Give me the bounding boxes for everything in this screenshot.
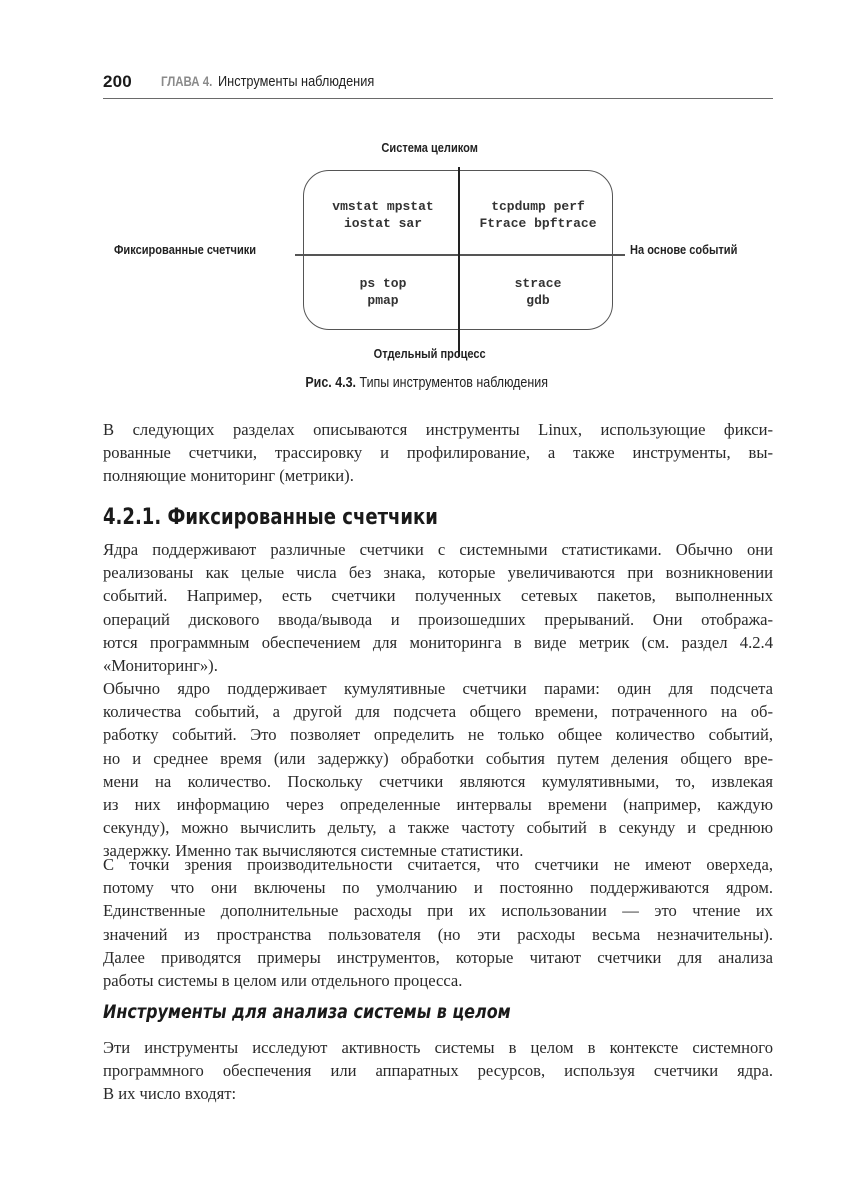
axis-label-left: Фиксированные счетчики bbox=[114, 242, 257, 257]
text-line: С точки зрения производительности считается, что счетчики не имеют оверхеда, bbox=[103, 855, 773, 874]
tool-list-line: strace bbox=[514, 276, 562, 291]
tool-list-line: pmap bbox=[367, 293, 399, 308]
quadrant-top-right bbox=[463, 198, 613, 232]
figure-caption bbox=[62, 375, 792, 391]
section-heading: 4.2.1. Фиксированные счетчики bbox=[103, 505, 438, 530]
intro-paragraph bbox=[103, 418, 773, 488]
text-line: рованные счетчики, трассировку и профилирование, а также инструменты, вы- bbox=[103, 443, 773, 463]
text-line: реализованы как целые числа без знака, которые увеличиваются при возникновении bbox=[103, 563, 773, 583]
section-paragraph-3 bbox=[103, 853, 773, 992]
text-line: Ядра поддерживают различные счетчики с системными статистиками. Обычно они bbox=[103, 540, 773, 559]
tool-list-line: gdb bbox=[526, 293, 550, 308]
text-line: Единственные дополнительные расходы при их использовании — это чтение их bbox=[103, 901, 773, 921]
text-line: но и среднее время (или задержку) обработки события путем деления общего вре- bbox=[103, 748, 773, 768]
axis-label-bottom: Отдельный процесс bbox=[373, 346, 486, 361]
text-line: Обычно ядро поддерживает кумулятивные счетчики парами: один для подсчета bbox=[103, 679, 773, 698]
text-line: задержку. Именно так вычисляются системные статистики. bbox=[103, 841, 524, 861]
text-line: операций дискового ввода/вывода и произошедших прерываний. Они отобража- bbox=[103, 609, 773, 629]
quadrant-top-left bbox=[308, 198, 458, 232]
text-line: работы системы в целом или отдельного процесса. bbox=[103, 971, 463, 991]
subsection-heading: Инструменты для анализа системы в целом bbox=[103, 1001, 511, 1023]
text-line: программного обеспечения или аппаратных ресурсов, используя счетчики ядра. bbox=[103, 1061, 773, 1081]
tool-list-line: Ftrace bpftrace bbox=[479, 216, 597, 231]
text-line: мени на количество. Поскольку счетчики являются кумулятивными, то, извлекая bbox=[103, 771, 773, 791]
axis-label-top: Система целиком bbox=[381, 140, 478, 155]
text-line: «Мониторинг»). bbox=[103, 656, 218, 676]
text-line: событий. Например, есть счетчики полученных сетевых пакетов, выполненных bbox=[103, 586, 773, 606]
text-line: потому что они включены по умолчанию и постоянно поддерживаются ядром. bbox=[103, 878, 773, 898]
figure-observability-tool-types bbox=[0, 130, 849, 400]
text-line: работку событий. Это позволяет определить не только общее количество событий, bbox=[103, 725, 773, 745]
vertical-axis bbox=[458, 167, 460, 357]
quadrant-bottom-right bbox=[463, 275, 613, 309]
text-line: полняющие мониторинг (метрики). bbox=[103, 466, 354, 486]
horizontal-axis-left bbox=[295, 254, 458, 256]
tool-list-line: vmstat mpstat bbox=[332, 199, 434, 214]
text-line: секунду), можно вычислить дельту, а также частоту событий в секунду и среднюю bbox=[103, 818, 773, 838]
tool-list-line: tcpdump perf bbox=[491, 199, 585, 214]
horizontal-axis-right bbox=[459, 254, 625, 256]
caption-text: Типы инструментов наблюдения bbox=[359, 375, 548, 391]
text-line: В следующих разделах описываются инструменты Linux, использующие фикси- bbox=[103, 420, 773, 439]
tool-list-line: iostat sar bbox=[343, 216, 422, 231]
text-line: ются программным обеспечением для мониторинга в виде метрик (см. раздел 4.2.4 bbox=[103, 632, 773, 652]
caption-label: Рис. 4.3. bbox=[305, 375, 357, 391]
text-line: Далее приводятся примеры инструментов, которые читают счетчики для анализа bbox=[103, 947, 773, 967]
subsection-paragraph bbox=[103, 1036, 773, 1106]
chapter-title: Инструменты наблюдения bbox=[218, 73, 375, 90]
tool-list-line: ps top bbox=[359, 276, 407, 291]
section-paragraph-1 bbox=[103, 538, 773, 677]
text-line: Эти инструменты исследуют активность системы в целом в контексте системного bbox=[103, 1038, 773, 1057]
axis-label-right: На основе событий bbox=[630, 242, 738, 257]
quadrant-bottom-left bbox=[308, 275, 458, 309]
page-number: 200 bbox=[103, 72, 132, 91]
text-line: В их число входят: bbox=[103, 1084, 237, 1104]
chapter-label: ГЛАВА 4. bbox=[161, 74, 213, 89]
text-line: значений из пространства пользователя (но эти расходы весьма незначительны). bbox=[103, 924, 773, 944]
text-line: из них информацию через определенные интервалы времени (например, каждую bbox=[103, 795, 773, 815]
running-head bbox=[103, 70, 773, 99]
text-line: количества событий, а другой для подсчета общего времени, потраченного на об- bbox=[103, 702, 773, 722]
section-paragraph-2 bbox=[103, 677, 773, 863]
